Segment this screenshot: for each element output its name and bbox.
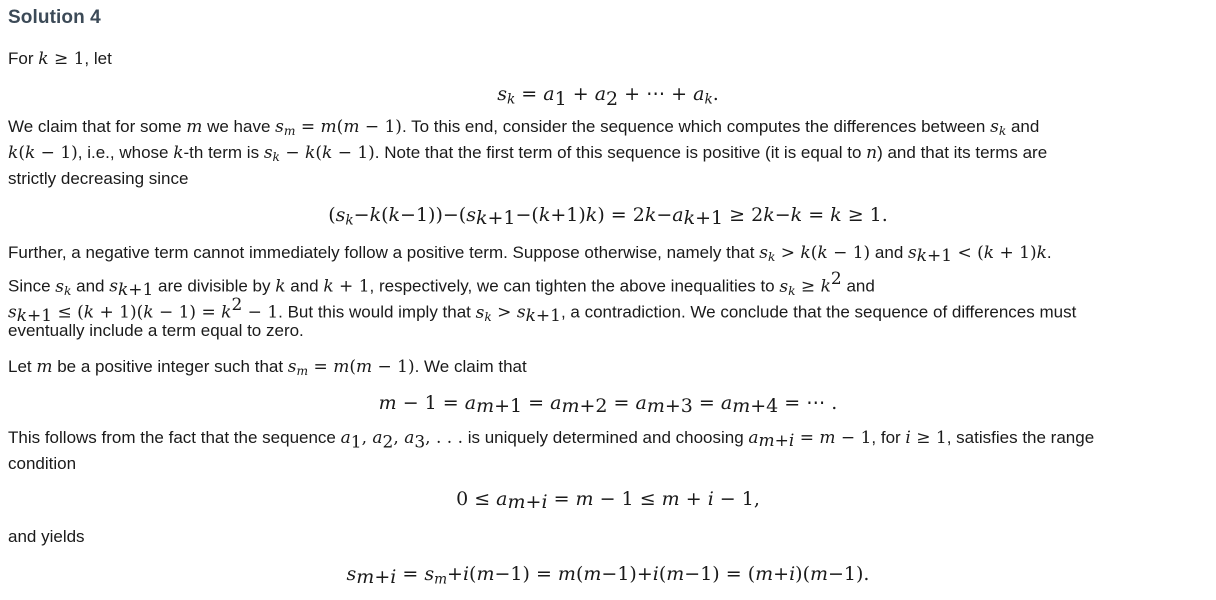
claim-text-b: we have xyxy=(202,117,276,136)
equation-sk-definition: $s_k = a_1 + a_2$ + ⋯ + $a_k$. xyxy=(497,83,719,110)
paragraph-yields: and yields xyxy=(8,527,85,546)
claim-text-f: -th term is xyxy=(183,143,264,162)
paragraph-negative-line-1: Further, a negative term cannot immediately follow a positive term. Suppose otherwise, namely that $s_k > k(k - 1)$ and $s_{k+1} < (k + 1)k$. xyxy=(8,243,1052,267)
negative-text-j: . But this would imply that xyxy=(278,302,476,322)
paragraph-follows-line-1: This follows from the fact that the sequence $a_1$, $a_2$, $a_3$, . . . is uniquely determined and choosing $a_{m+i} = m - 1$, for i ≥ 1, satisfies the range xyxy=(8,428,1095,453)
paragraph-claim-line-2: k(k − 1), i.e., whose k-th term is $s_k - k(k - 1)$. Note that the first term of this sequence is positive (it is equal to n) and that its terms are xyxy=(8,143,1048,165)
claim-text-c: . To this end, consider the sequence which computes the differences between xyxy=(401,117,991,136)
follows-text-a: This follows from the fact that the sequence xyxy=(8,428,341,447)
let-m-text-c: . We claim that xyxy=(414,357,527,376)
negative-text-b: and xyxy=(870,243,908,262)
negative-text-k: , a contradiction. We conclude that the sequence of differences must xyxy=(560,302,1077,322)
equation-decreasing: $(s_k-k(k-1))-(s_{k+1}-(k+1)k) = 2k-a_{k+1} \ge 2k-k = k \ge 1$. xyxy=(328,204,888,230)
paragraph-negative-line-2: Since $s_k$ and $s_{k+1}$ are divisible by k and k + 1, respectively, we can tighten the above inequalities to $s_k \ge k^2$ and xyxy=(8,269,875,300)
equation-range-condition: $0 \le a_{m+i} = m - 1 \le m + i - 1$, xyxy=(456,488,760,514)
negative-text-i: and xyxy=(841,276,875,296)
negative-text-a: Further, a negative term cannot immediately follow a positive term. Suppose otherwise, namely that xyxy=(8,243,760,262)
claim-text-a: We claim that for some xyxy=(8,117,187,136)
negative-text-f: are divisible by xyxy=(153,276,276,296)
intro-text-1: For xyxy=(8,49,39,68)
paragraph-let-m: Let m be a positive integer such that $s_m = m(m - 1)$. We claim that xyxy=(8,357,527,379)
solution-title: Solution 4 xyxy=(8,7,101,28)
let-m-text-b: be a positive integer such that xyxy=(52,357,288,376)
paragraph-negative-line-3: $s_{k+1} \le (k + 1)(k - 1) = k^2 - 1$. But this would imply that $s_k > s_{k+1}$, a contradiction. We conclude that the sequence of differences must xyxy=(8,295,1077,326)
let-m-text-a: Let xyxy=(8,357,37,376)
paragraph-negative-line-4: eventually include a term equal to zero. xyxy=(8,321,304,340)
claim-text-d: and xyxy=(1006,117,1040,136)
claim-text-e: , i.e., whose xyxy=(77,143,174,162)
equation-constant-tail: $m - 1 = a_{m+1} = a_{m+2} = a_{m+3} = a_{m+4}$ = ⋯ . xyxy=(378,392,838,418)
negative-text-c: . xyxy=(1046,243,1052,262)
paragraph-claim-line-1: We claim that for some m we have $s_m = m(m - 1)$. To this end, consider the sequence which computes the differences between $s_k$ and xyxy=(8,117,1040,139)
negative-text-d: Since xyxy=(8,276,56,296)
negative-text-h: , respectively, we can tighten the above inequalities to xyxy=(369,276,780,296)
claim-text-g: . Note that the first term of this sequence is positive (it is equal to xyxy=(374,143,867,162)
follows-text-d: , satisfies the range xyxy=(946,428,1095,447)
negative-text-e: and xyxy=(71,276,110,296)
follows-text-b: is uniquely determined and choosing xyxy=(462,428,749,447)
equation-final: $s_{m+i} = s_m+i(m-1) = m(m-1)+i(m-1) = (m+i)(m-1)$. xyxy=(346,563,870,589)
follows-text-c: , for xyxy=(871,428,906,447)
negative-text-g: and xyxy=(285,276,324,296)
intro-line xyxy=(8,48,112,70)
intro-text-2: , let xyxy=(84,49,112,68)
paragraph-follows-line-2: condition xyxy=(8,454,77,473)
math-k-geq-1: k ≥ 1 xyxy=(38,49,85,69)
claim-text-h: ) and that its terms are xyxy=(877,143,1048,162)
paragraph-claim-line-3: strictly decreasing since xyxy=(8,169,189,188)
